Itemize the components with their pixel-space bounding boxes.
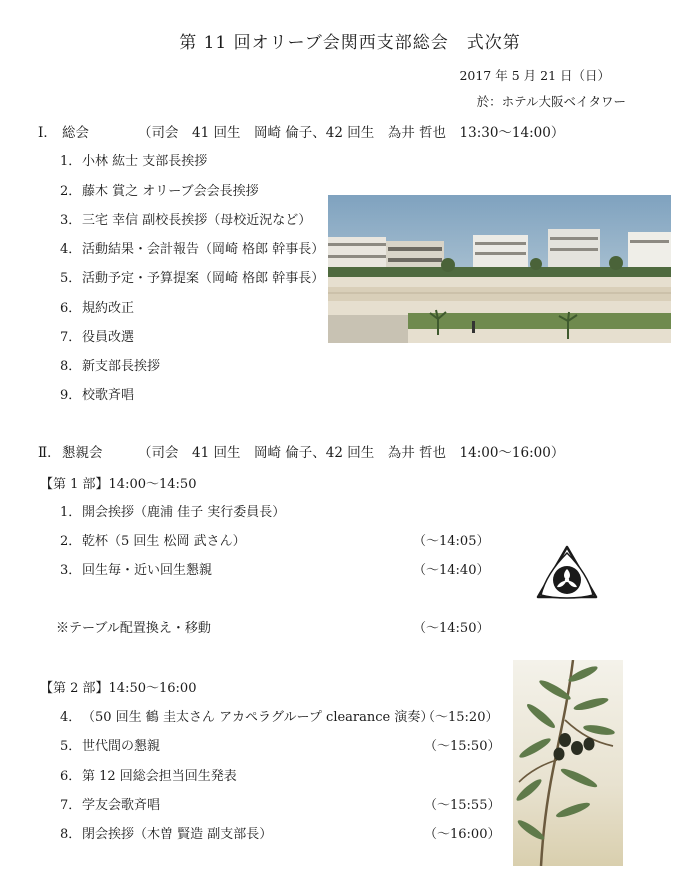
agenda-item [60,823,272,842]
part2-label: 【第 2 部】14:50～16:00 [40,681,197,696]
agenda-item [60,238,324,257]
item-number: 6． [60,769,82,784]
item-text: （50 回生 鶴 圭太さん アカペラグループ clearance 演奏） [82,710,434,725]
agenda-item [60,530,246,549]
item-number: 8． [60,827,82,842]
item-text: 世代間の懇親 [82,739,161,754]
item-number: 6． [60,301,82,316]
school-emblem-icon [535,545,599,609]
item-text: 藤木 賞之 オリーブ会会長挨拶 [82,184,259,199]
item-number: 5． [60,739,82,754]
agenda-item [60,326,134,345]
item-number: 8． [60,359,82,374]
item-number: 7． [60,798,82,813]
agenda-item [60,794,160,813]
item-text: 閉会挨拶（木曽 賢造 副支部長） [82,827,273,842]
agenda-item [60,706,433,725]
item-number: 7． [60,330,82,345]
agenda-item [60,384,134,403]
agenda-item [60,355,160,374]
item-text: 活動予定・予算提案（岡崎 格郎 幹事長） [82,271,325,286]
section-name: 総会 [62,125,89,141]
item-text: 校歌斉唱 [82,388,135,403]
item-number: 2． [60,534,82,549]
agenda-item [60,501,285,520]
item-text: 活動結果・会計報告（岡崎 格郎 幹事長） [82,242,325,257]
item-time: （～14:05） [413,534,490,549]
agenda-item [60,297,134,316]
agenda-item [60,559,212,578]
item-number: 4． [60,710,82,725]
section-general-meeting [38,121,564,141]
item-text: 回生毎・近い回生懇親 [82,563,213,578]
item-text: 新支部長挨拶 [82,359,161,374]
section-detail: （司会 41 回生 岡崎 倫子、42 回生 為井 哲也 14:00～16:00） [138,445,565,461]
item-time: （～15:50） [424,739,501,754]
item-time: （～15:20） [422,710,499,725]
item-text: 規約改正 [82,301,135,316]
item-text: 三宅 幸信 副校長挨拶（母校近況など） [82,213,312,228]
item-number: 1． [60,505,82,520]
section-name: 懇親会 [62,445,103,461]
item-time: （～16:00） [424,827,501,842]
item-text: 役員改選 [82,330,135,345]
section-number: Ⅰ． [38,125,57,141]
school-campus-photo [328,195,671,343]
item-text: 学友会歌斉唱 [82,798,161,813]
agenda-item [60,150,207,169]
agenda-item [60,209,311,228]
item-text: 乾杯（5 回生 松岡 武さん） [82,534,246,549]
section-number: Ⅱ． [38,445,61,461]
agenda-item [60,267,324,286]
item-number: 3． [60,563,82,578]
agenda-item [60,735,160,754]
agenda-item [60,180,259,199]
item-text: 第 12 回総会担当回生発表 [82,769,237,784]
item-time: （～15:55） [424,798,501,813]
item-text: 小林 紘士 支部長挨拶 [82,154,208,169]
item-time: （～14:40） [413,563,490,578]
table-rearrange-note: ※テーブル配置換え・移動 [56,621,211,636]
item-number: 2． [60,184,82,199]
note-time: （～14:50） [413,621,490,636]
item-number: 1． [60,154,82,169]
item-text: 開会挨拶（鹿浦 佳子 実行委員長） [82,505,286,520]
item-number: 9． [60,388,82,403]
event-venue: 於：ホテル大阪ベイタワー [476,94,626,109]
item-number: 5． [60,271,82,286]
section-detail: （司会 41 回生 岡崎 倫子、42 回生 為井 哲也 13:30～14:00） [138,125,565,141]
item-number: 4． [60,242,82,257]
agenda-item [60,765,237,784]
section-reception [38,441,564,461]
part1-label: 【第 1 部】14:00～14:50 [40,477,197,492]
olive-branch-photo [513,660,623,866]
event-date: 2017 年 5 月 21 日（日） [459,68,610,83]
page-title: 第 11 回オリーブ会関西支部総会 式次第 [179,33,521,53]
item-number: 3． [60,213,82,228]
